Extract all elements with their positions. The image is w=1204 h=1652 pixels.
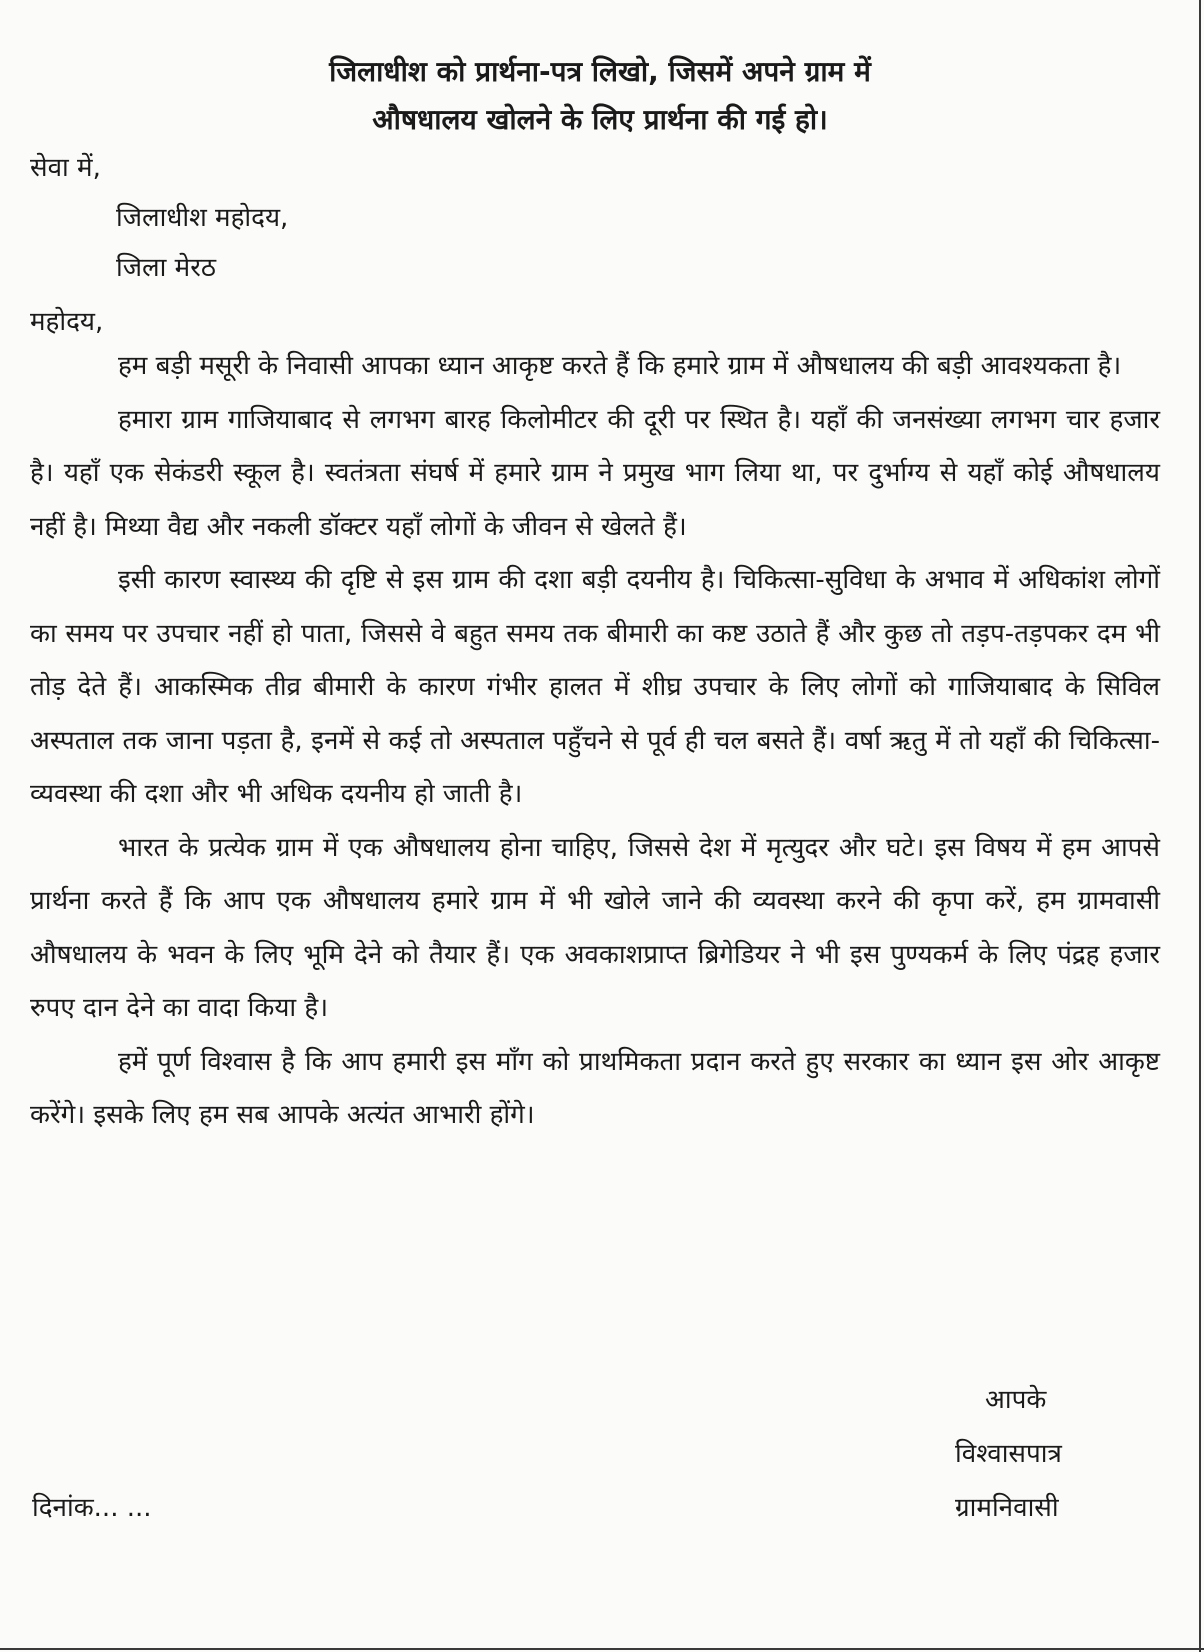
date-label: दिनांक... ...: [32, 1493, 152, 1523]
closing-yours: आपके: [985, 1385, 1047, 1415]
letter-heading: [120, 48, 1080, 144]
heading-line-2: औषधालय खोलने के लिए प्रार्थना की गई हो।: [372, 103, 828, 136]
closing-faithfully: विश्वासपात्र: [955, 1439, 1062, 1469]
body-paragraph-5: हमें पूर्ण विश्वास है कि आप हमारी इस माँग को प्राथमिकता प्रदान करते हुए सरकार का ध्यान इस ओर आकृष्ट करेंगे। इसके लिए हम सब आपके अत्यंत आभारी होंगे।: [30, 1046, 1160, 1130]
body-paragraph-1: हम बड़ी मसूरी के निवासी आपका ध्यान आकृष्ट करते हैं कि हमारे ग्राम में औषधालय की बड़ी आवश्यकता है।: [118, 351, 1122, 381]
heading-line-1: जिलाधीश को प्रार्थना-पत्र लिखो, जिसमें अपने ग्राम में: [329, 55, 871, 88]
body-paragraph-4: भारत के प्रत्येक ग्राम में एक औषधालय होना चाहिए, जिससे देश में मृत्युदर और घटे। इस विषय में हम आपसे प्रार्थना करते हैं कि आप एक औषधालय हमारे ग्राम में भी खोले जाने की व्यवस्था करने की कृपा करें, हम ग्रामवासी औषधालय के भवन के लिए भूमि देने को तैयार हैं। एक अवकाशप्राप्त ब्रिगेडियर ने भी इस पुण्यकर्म के लिए पंद्रह हजार रुपए दान देने का वादा किया है।: [30, 832, 1160, 1023]
body-paragraph-3: इसी कारण स्वास्थ्य की दृष्टि से इस ग्राम की दशा बड़ी दयनीय है। चिकित्सा-सुविधा के अभाव में अधिकांश लोगों का समय पर उपचार नहीं हो पाता, जिससे वे बहुत समय तक बीमारी का कष्ट उठाते हैं और कुछ तो तड़प-तड़पकर दम भी तोड़ देते हैं। आकस्मिक तीव्र बीमारी के कारण गंभीर हालत में शीघ्र उपचार के लिए लोगों को गाजियाबाद के सिविल अस्पताल तक जाना पड़ता है, इनमें से कई तो अस्पताल पहुँचने से पूर्व ही चल बसते हैं। वर्षा ऋतु में तो यहाँ की चिकित्सा-व्यवस्था की दशा और भी अधिक दयनीय हो जाती है।: [30, 565, 1160, 809]
letter-body: [30, 340, 1160, 1143]
salutation-to: सेवा में,: [30, 153, 101, 183]
page-right-border: [1199, 0, 1201, 1652]
recipient-title: जिलाधीश महोदय,: [116, 203, 289, 233]
greeting: महोदय,: [30, 307, 104, 337]
page-bottom-border: [0, 1648, 1204, 1650]
recipient-district: जिला मेरठ: [116, 253, 216, 283]
closing-sender: ग्रामनिवासी: [955, 1493, 1059, 1523]
body-paragraph-2: हमारा ग्राम गाजियाबाद से लगभग बारह किलोमीटर की दूरी पर स्थित है। यहाँ की जनसंख्या लगभग चार हजार है। यहाँ एक सेकंडरी स्कूल है। स्वतंत्रता संघर्ष में हमारे ग्राम ने प्रमुख भाग लिया था, पर दुर्भाग्य से यहाँ कोई औषधालय नहीं है। मिथ्या वैद्य और नकली डॉक्टर यहाँ लोगों के जीवन से खेलते हैं।: [30, 404, 1160, 542]
